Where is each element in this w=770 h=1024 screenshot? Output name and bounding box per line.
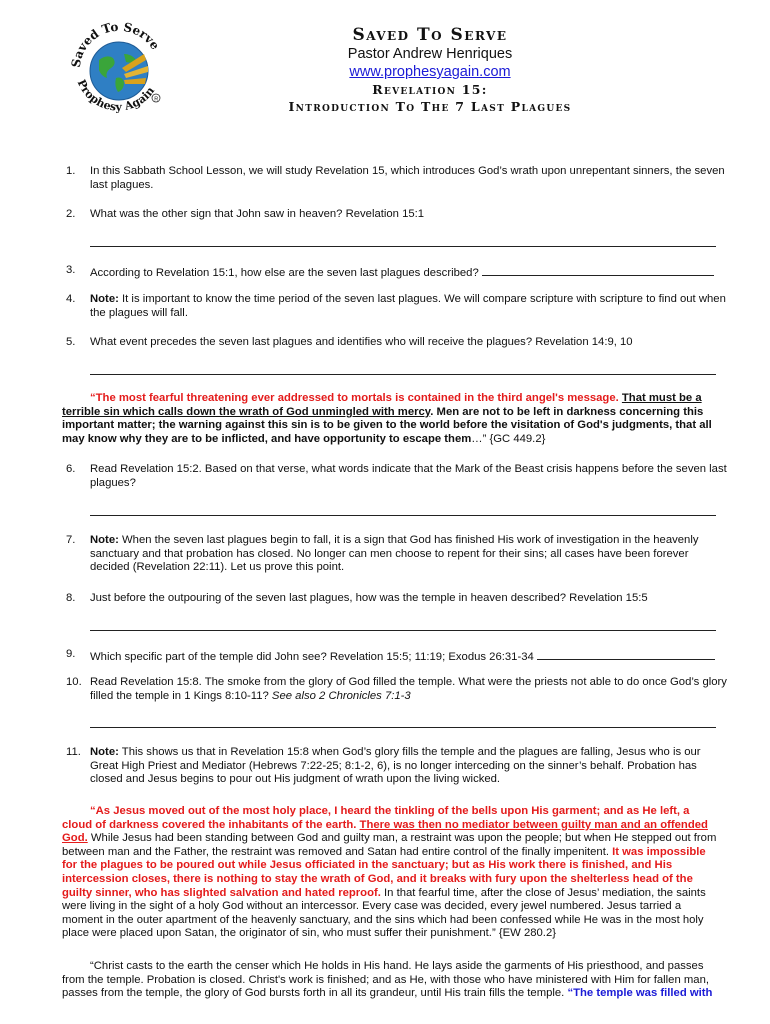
quote-ew-280 (62, 805, 720, 941)
item-number: 1. (66, 165, 76, 177)
item-text: It is important to know the time period of the seven last plagues. We will compare scripture with scripture to find out when the plagues will fall. (90, 293, 726, 319)
question-2 (66, 208, 730, 222)
answer-line-8[interactable] (90, 630, 716, 631)
item-number: 2. (66, 208, 76, 220)
item-text: When the seven last plagues begin to fall, it is a sign that God has finished His work of investigation in the heavenly sanctuary and that probation has closed. No longer can men choose to repent for their sins; all cases have been forever decided (Revelation 22:11). Let us prove this point. (90, 534, 699, 574)
quote-gc-449 (62, 392, 720, 446)
quote-blue-text: “The temple was filled with (567, 987, 713, 1000)
quote-text: “Christ casts to the earth the censer which He holds in His hand. He lays aside the garments of His priesthood, and passes from the temple. Probation is closed. Christ's work is finished; and as He, with those who have ministered with Him for fallen man, passes from the temple, the glory of God bursts forth in all its grandeur, until His train fills the temple. (62, 960, 709, 1000)
logo-text-top: Saved To Serve (68, 19, 163, 69)
item-number: 11. (66, 746, 81, 758)
item-number: 3. (66, 264, 76, 276)
item-number: 6. (66, 463, 76, 475)
item-text: Just before the outpouring of the seven last plagues, how was the temple in heaven described? Revelation 15:5 (90, 592, 648, 604)
question-6 (66, 463, 730, 490)
answer-line-2[interactable] (90, 246, 716, 247)
quote-red-text: “As Jesus moved out of the most holy place, I heard the tinkling of the bells upon His garment; and as He left, a cloud of darkness covered the inhabitants of the earth. (62, 805, 690, 831)
answer-line-6[interactable] (90, 515, 716, 516)
note-label: Note: (90, 534, 119, 546)
question-9 (66, 648, 730, 665)
lesson-subtitle: Introduction To The 7 Last Plagues (288, 99, 572, 114)
answer-line-9[interactable] (537, 648, 715, 660)
question-10 (66, 676, 730, 703)
note-label: Note: (90, 746, 119, 758)
item-text: What was the other sign that John saw in heaven? Revelation 15:1 (90, 208, 425, 220)
quote-christ-casts (62, 960, 720, 1001)
item-number: 8. (66, 592, 76, 604)
question-11 (66, 746, 730, 787)
item-text: Read Revelation 15:2. Based on that verse, what words indicate that the Mark of the Beast crisis happens before the seven last plagues? (90, 463, 727, 489)
quote-citation: …” {GC 449.2} (471, 432, 546, 445)
saved-to-serve-logo (66, 16, 172, 122)
pastor-name: Pastor Andrew Henriques (347, 46, 513, 62)
quote-red-text: “The most fearful threatening ever addressed to mortals is contained in the third angel's message. (90, 392, 619, 404)
question-4 (66, 293, 730, 320)
quote-underlined-text: That must be a terrible sin which calls down the wrath of God unmingled with mercy (62, 392, 702, 418)
document-header (180, 26, 680, 115)
item-text: According to Revelation 15:1, how else are the seven last plagues described? (90, 267, 479, 279)
item-text: In this Sabbath School Lesson, we will study Revelation 15, which introduces God’s wrath upon unrepentant sinners, the seven last plagues. (90, 165, 725, 191)
item-text: Which specific part of the temple did John see? Revelation 15:5; 11:19; Exodus 26:31-34 (90, 651, 534, 663)
lesson-title: Revelation 15: (372, 82, 488, 97)
item-text: What event precedes the seven last plagues and identifies who will receive the plagues? Revelation 14:9, 10 (90, 336, 633, 348)
quote-red-text: It was impossible for the plagues to be poured out while Jesus officiated in the sanctuary; but as His work there is finished, and His intercession closes, there is nothing to stay the wrath of God, and it breaks with fury upon the shelterless head of the guilty sinner, who has slighted salvation and hated reproof. (62, 845, 706, 899)
answer-line-3[interactable] (482, 264, 714, 276)
note-label: Note: (90, 293, 119, 305)
item-reference: See also 2 Chronicles 7:1-3 (271, 689, 411, 702)
answer-line-10[interactable] (90, 727, 716, 728)
question-7 (66, 534, 730, 575)
item-number: 7. (66, 534, 76, 546)
question-3 (66, 264, 730, 281)
answer-line-5[interactable] (90, 374, 716, 375)
logo-text-bottom: Prophesy Again (74, 77, 158, 114)
website-link[interactable]: www.prophesyagain.com (349, 64, 511, 80)
item-number: 10. (66, 676, 82, 688)
question-1 (66, 165, 730, 192)
item-number: 9. (66, 648, 76, 660)
quote-text: While Jesus had been standing between God and guilty man, a restraint was upon the people; but when He stepped out from between man and the Father, the restraint was removed and Satan had entire control of the finally impenitent. (62, 832, 717, 858)
registered-mark: R (154, 96, 159, 103)
item-text: This shows us that in Revelation 15:8 when God’s glory fills the temple and the plagues are falling, Jesus who is our Great High Priest and Mediator (Hebrews 7:22-25; 8:1-2, 6), is no longer interceding on the sinner’s behalf. Probation has closed and Jesus begins to pour out His judgment of wrath upon the living wicked. (90, 746, 701, 786)
quote-text: In that fearful time, after the close of Jesus’ mediation, the saints were living in the sight of a holy God without an intercessor. Every case was decided, every jewel numbered. Jesus tarried a moment in the outer apartment of the heavenly sanctuary, and the sins which had been confessed while He was in the most holy place were placed upon Satan, the originator of sin, who must suffer their punishment.” {EW 280.2} (62, 886, 706, 940)
quote-red-underlined-text: There was then no mediator between guilty man and an offended God. (62, 818, 708, 845)
question-8 (66, 592, 730, 606)
question-5 (66, 336, 730, 350)
doc-title: Saved To Serve (352, 25, 508, 45)
item-number: 5. (66, 336, 76, 348)
item-text: Read Revelation 15:8. The smoke from the glory of God filled the temple. What were the priests not able to do once God’s glory filled the temple in 1 Kings 8:10-11? (90, 676, 727, 702)
item-number: 4. (66, 293, 76, 305)
quote-bold-text: . Men are not to be left in darkness concerning this important matter; the warning against this sin is to be given to the world before the visitation of God's judgments, that all may know why they are to be inflicted, and have opportunity to escape them (62, 405, 712, 445)
